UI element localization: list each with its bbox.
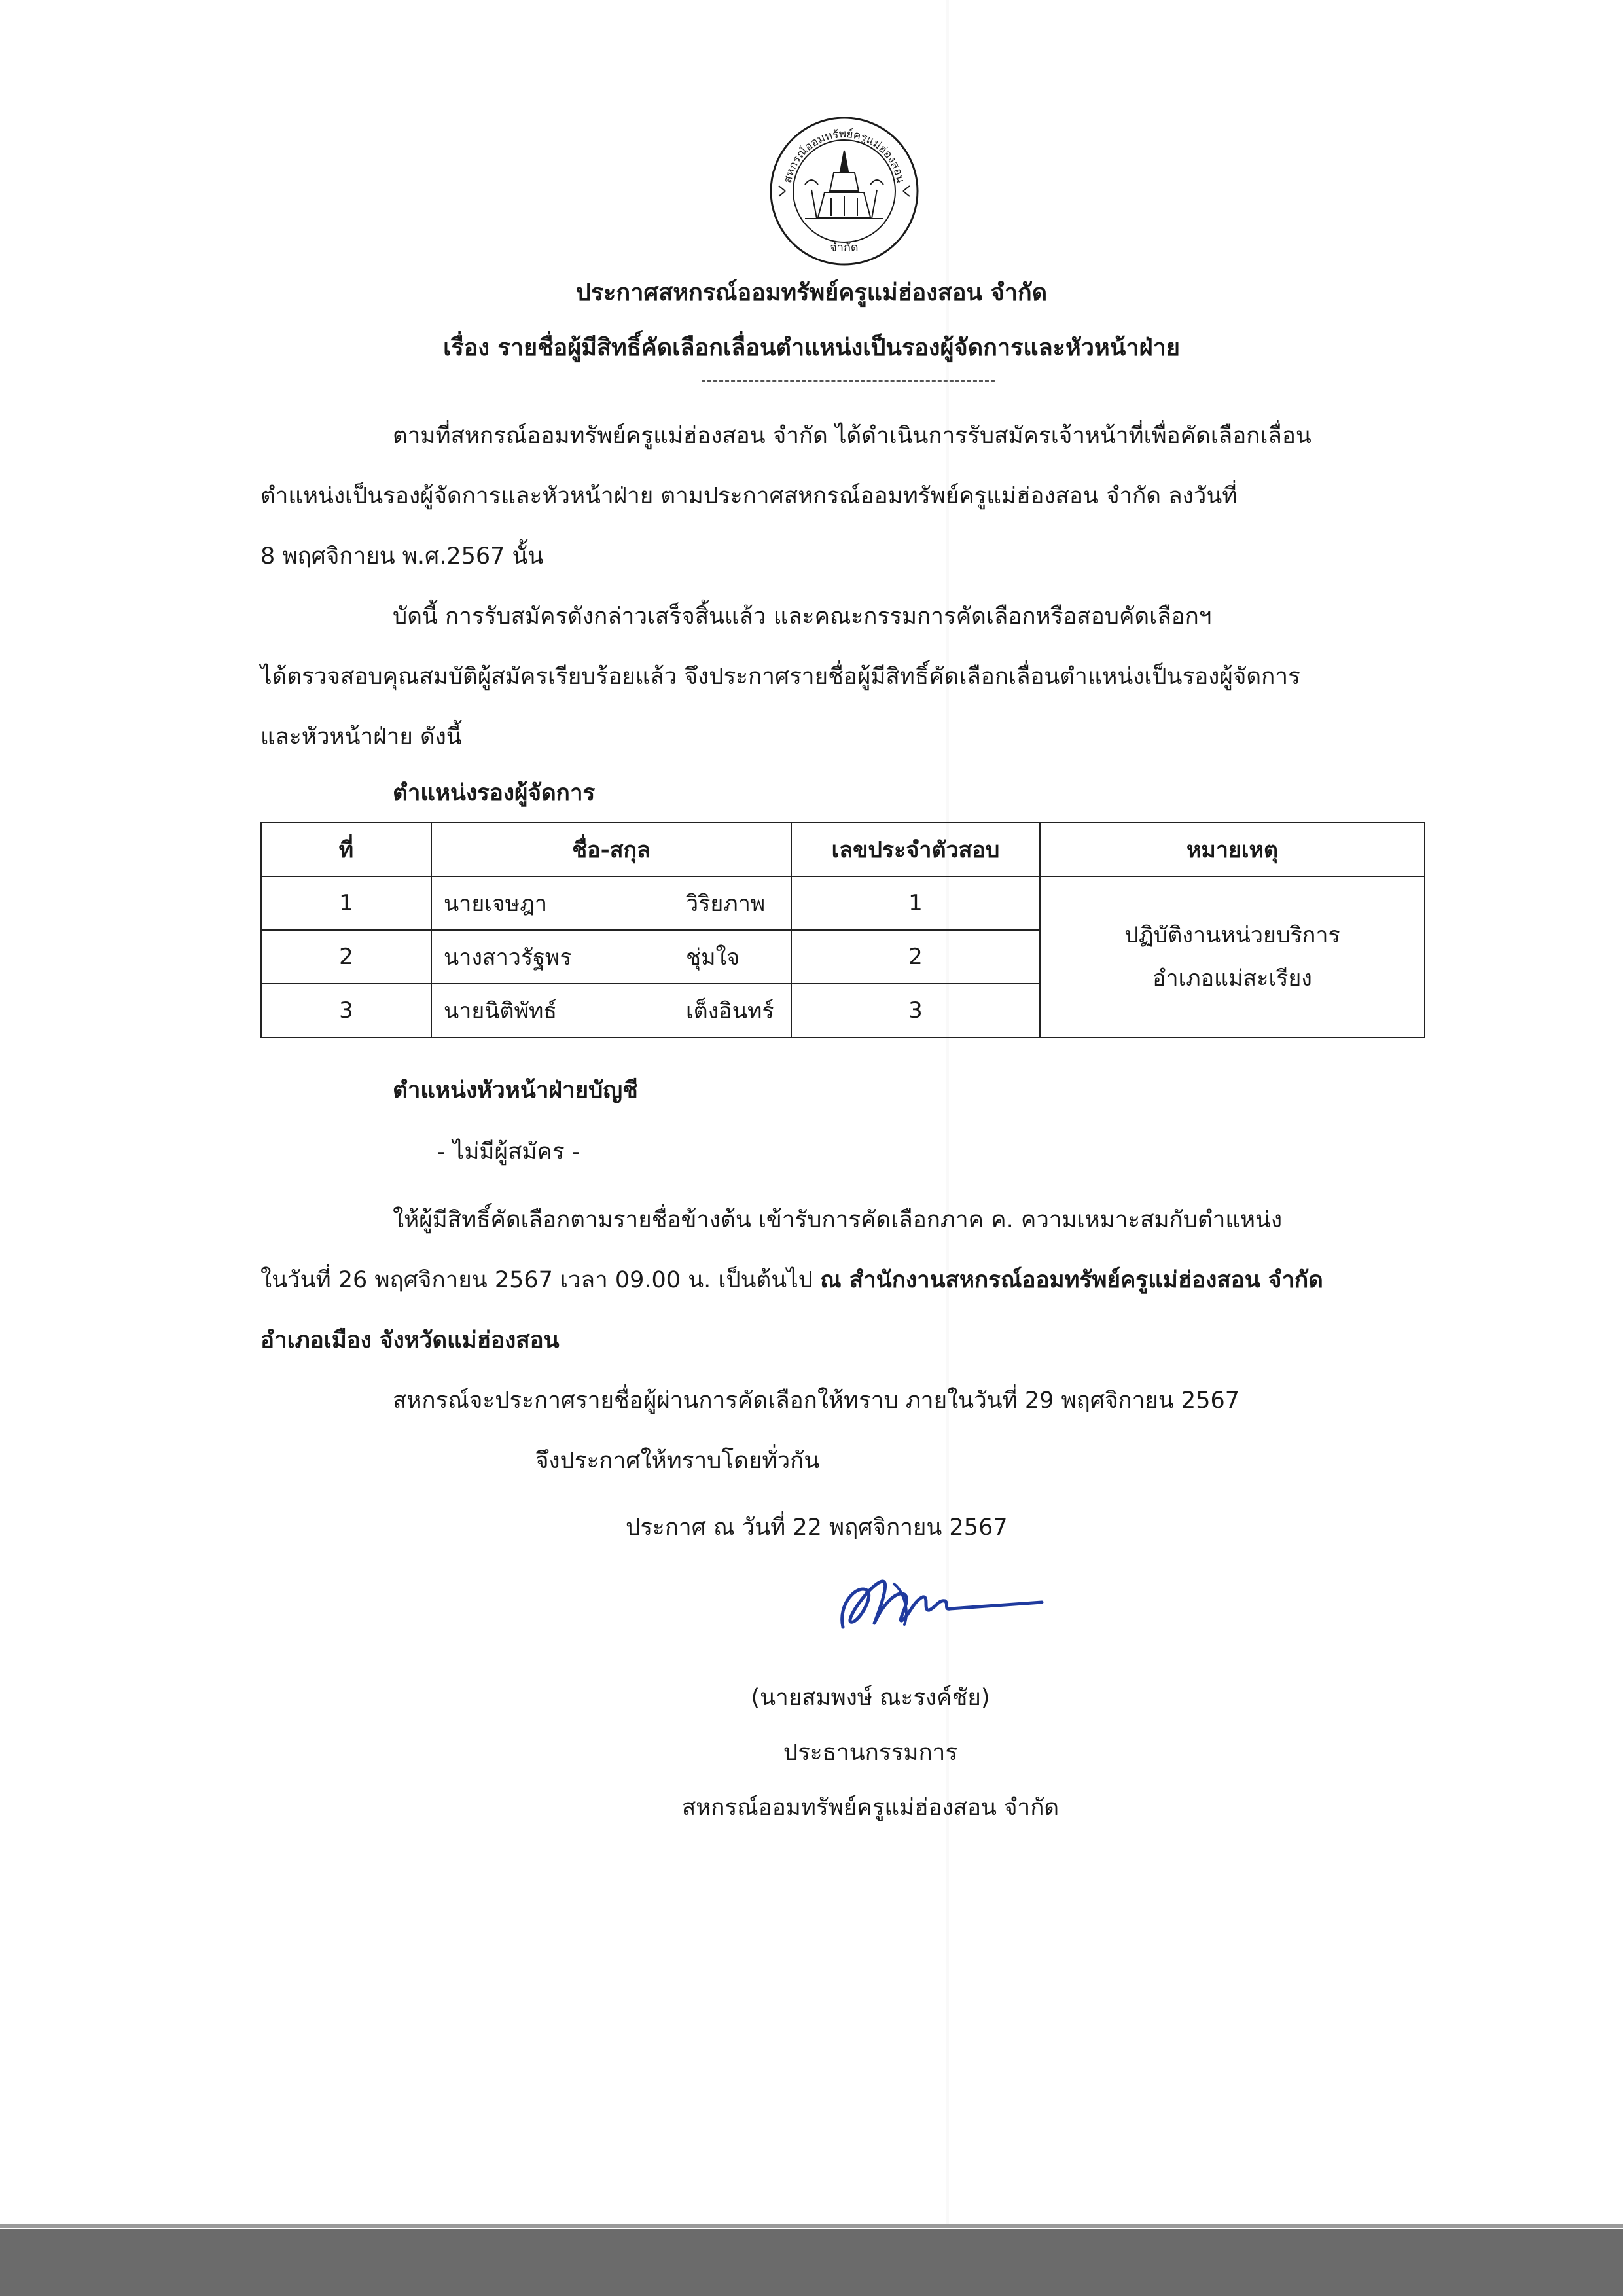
para2-line1: บัดนี้ การรับสมัครดังกล่าวเสร็จสิ้นแล้ว และคณะกรรมการคัดเลือกหรือสอบคัดเลือกฯ: [393, 603, 1212, 630]
logo-bottom-text: จำกัด: [830, 241, 859, 255]
row-first-name: นางสาวรัฐพร: [444, 944, 572, 971]
instructions-date-time: ในวันที่ 26 พฤศจิกายน 2567 เวลา 09.00 น. เป็นต้นไป: [260, 1267, 821, 1293]
row-name: [431, 984, 791, 1037]
instructions-line1: ให้ผู้มีสิทธิ์คัดเลือกตามรายชื่อข้างต้น เข้ารับการคัดเลือกภาค ค. ความเหมาะสมกับตำแหน่ง: [393, 1207, 1283, 1233]
cooperative-logo: [766, 113, 923, 270]
closing-statement: จึงประกาศให้ทราบโดยทั่วกัน: [535, 1448, 820, 1474]
col-header-name: ชื่อ-สกุล: [431, 823, 791, 876]
row-note: [1040, 876, 1425, 1037]
signatory-organization: สหกรณ์ออมทรัพย์ครูแม่ฮ่องสอน จำกัด: [681, 1795, 1060, 1821]
signatory-title: ประธานกรรมการ: [783, 1740, 958, 1766]
row-exam-id: 1: [791, 876, 1040, 930]
col-header-no: ที่: [261, 823, 431, 876]
logo-ring-text: สหกรณ์ออมทรัพย์ครูแม่ฮ่องสอน: [781, 127, 908, 185]
row-name: [431, 876, 791, 930]
row-no: 3: [261, 984, 431, 1037]
scan-edge-line: [0, 2224, 1623, 2228]
result-notice: สหกรณ์จะประกาศรายชื่อผู้ผ่านการคัดเลือกให้ทราบ ภายในวันที่ 29 พฤศจิกายน 2567: [393, 1388, 1240, 1414]
table-row: [261, 876, 1425, 930]
note-line1: ปฏิบัติงานหน่วยบริการ: [1124, 922, 1340, 948]
row-no: 2: [261, 930, 431, 984]
handwritten-signature: [831, 1564, 1047, 1643]
col-header-note: หมายเหตุ: [1040, 823, 1425, 876]
no-applicants-text: - ไม่มีผู้สมัคร -: [437, 1139, 580, 1165]
instructions-venue-district: อำเภอเมือง จังหวัดแม่ฮ่องสอน: [260, 1327, 560, 1354]
row-exam-id: 3: [791, 984, 1040, 1037]
signatory-name: (นายสมพงษ์ ณะรงค์ชัย): [751, 1685, 990, 1711]
instructions-line2: [260, 1250, 1323, 1310]
col-header-exam-id: เลขประจำตัวสอบ: [791, 823, 1040, 876]
row-name: [431, 930, 791, 984]
para2-line2: ได้ตรวจสอบคุณสมบัติผู้สมัครเรียบร้อยแล้ว จึงประกาศรายชื่อผู้มีสิทธิ์คัดเลือกเลื่อนตำแหน่งเป็นรองผู้จัดการ: [260, 664, 1300, 690]
instructions-venue: ณ สำนักงานสหกรณ์ออมทรัพย์ครูแม่ฮ่องสอน จำกัด: [820, 1267, 1323, 1293]
row-first-name: นายนิติพัทธ์: [444, 998, 558, 1024]
table-header-row: [261, 823, 1425, 876]
para2-line3: และหัวหน้าฝ่าย ดังนี้: [260, 724, 462, 750]
header-separator: [702, 380, 995, 382]
row-last-name: เต็งอินทร์: [686, 998, 774, 1024]
row-first-name: นายเจษฎา: [444, 891, 548, 917]
section-accounting-head-heading: ตำแหน่งหัวหน้าฝ่ายบัญชี: [393, 1077, 638, 1103]
scan-footer-bar: [0, 2229, 1623, 2296]
announcement-title: ประกาศสหกรณ์ออมทรัพย์ครูแม่ฮ่องสอน จำกัด: [575, 279, 1048, 306]
row-exam-id: 2: [791, 930, 1040, 984]
para1-line1: ตามที่สหกรณ์ออมทรัพย์ครูแม่ฮ่องสอน จำกัด ได้ดำเนินการรับสมัครเจ้าหน้าที่เพื่อคัดเลือกเลื่อน: [393, 423, 1311, 449]
row-last-name: วิริยภาพ: [686, 891, 766, 917]
note-line2: อำเภอแม่สะเรียง: [1152, 965, 1312, 992]
announcement-subject: เรื่อง รายชื่อผู้มีสิทธิ์คัดเลือกเลื่อนตำแหน่งเป็นรองผู้จัดการและหัวหน้าฝ่าย: [443, 334, 1180, 361]
announcement-date: ประกาศ ณ วันที่ 22 พฤศจิกายน 2567: [626, 1515, 1008, 1541]
para1-line3: 8 พฤศจิกายน พ.ศ.2567 นั้น: [260, 543, 544, 569]
para1-line2: ตำแหน่งเป็นรองผู้จัดการและหัวหน้าฝ่าย ตามประกาศสหกรณ์ออมทรัพย์ครูแม่ฮ่องสอน จำกัด ลงวันที่: [260, 483, 1238, 509]
temple-seal-icon: [805, 151, 883, 219]
candidate-table: [260, 822, 1425, 1038]
row-no: 1: [261, 876, 431, 930]
row-last-name: ชุ่มใจ: [686, 944, 740, 971]
section-deputy-manager-heading: ตำแหน่งรองผู้จัดการ: [393, 780, 596, 806]
